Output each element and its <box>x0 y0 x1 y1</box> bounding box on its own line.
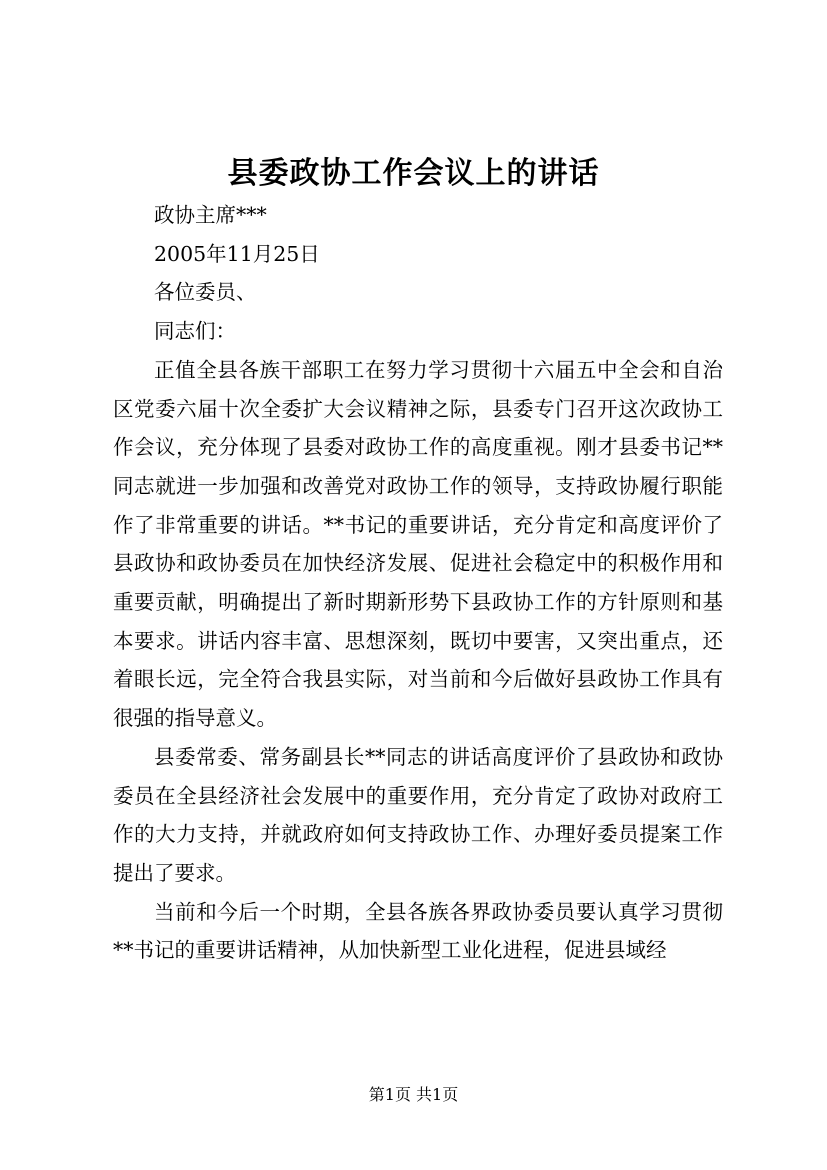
body-paragraph: 县委常委、常务副县长**同志的讲话高度评价了县政协和政协委员在全县经济社会发展中的重要作用，充分肯定了政协对政府工作的大力支持，并就政府如何支持政协工作、办理好委员提案工作提出了要求。 <box>113 744 723 885</box>
date-line: 2005年11月25日 <box>154 241 320 266</box>
speaker-line: 政协主席*** <box>154 203 267 227</box>
document-body <box>113 196 723 970</box>
salutation-line-2: 同志们： <box>154 319 236 344</box>
body-paragraph: 当前和今后一个时期，全县各族各界政协委员要认真学习贯彻**书记的重要讲话精神，从加快新型工业化进程，促进县域经 <box>113 899 723 963</box>
body-paragraph: 正值全县各族干部职工在努力学习贯彻十六届五中全会和自治区党委六届十次全委扩大会议精神之际，县委专门召开这次政协工作会议，充分体现了县委对政协工作的高度重视。刚才县委书记**同志就进一步加强和改善党对政协工作的领导，支持政协履行职能作了非常重要的讲话。**书记的重要讲话，充分肯定和高度评价了县政协和政协委员在加快经济发展、促进社会稳定中的积极作用和重要贡献，明确提出了新时期新形势下县政协工作的方针原则和基本要求。讲话内容丰富、思想深刻，既切中要害，又突出重点，还着眼长远，完全符合我县实际，对当前和今后做好县政协工作具有很强的指导意义。 <box>113 357 723 731</box>
salutation-line-1: 各位委员、 <box>154 280 257 305</box>
document-title: 县委政协工作会议上的讲话 <box>227 156 600 191</box>
page-footer: 第1页 共1页 <box>368 1085 459 1104</box>
